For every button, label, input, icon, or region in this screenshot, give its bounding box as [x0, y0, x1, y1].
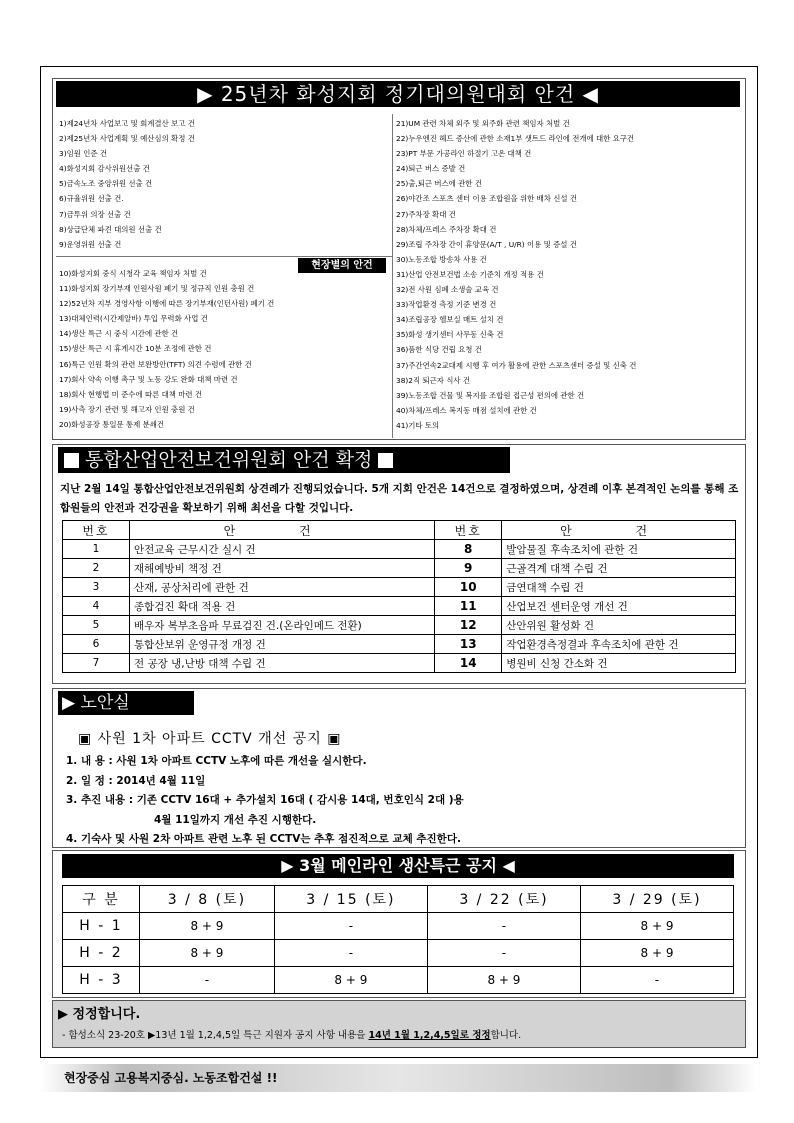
agenda-field-list — [56, 266, 392, 432]
row-item: 발암물질 후속조치에 관한 건 — [502, 540, 736, 559]
column-header: 구 분 — [63, 886, 140, 913]
agenda-item: 11)화성지회 장기부재 인원사원 폐기 및 정규직 인원 충원 건 — [59, 284, 255, 294]
cctv-notice-list — [66, 752, 464, 850]
row-number: 6 — [63, 635, 130, 654]
overtime-title: ▶ 3월 메인라인 생산특근 공지 ◀ — [62, 854, 734, 878]
agenda-item: 29)조립 주차장 간이 휴양문(A/T , U/R) 이용 및 증설 건 — [396, 239, 577, 249]
agenda-item: 36)품한 식당 건립 요청 건 — [396, 345, 482, 355]
agenda-item: 26)야간조 스포츠 센터 이용 조합원을 위한 배차 신설 건 — [396, 194, 578, 204]
agenda-item: 25)출,퇴근 버스에 관한 건 — [396, 179, 482, 189]
overtime-table — [62, 885, 734, 994]
row-item: 산재, 공상처리에 관한 건 — [130, 578, 435, 597]
row-number: 10 — [435, 578, 502, 597]
divider — [56, 256, 392, 257]
field-agenda-tag: 현장별의 안건 — [298, 258, 386, 273]
agenda-item: 14)생산 특근 시 중식 시간에 관한 건 — [59, 329, 179, 339]
agenda-item: 4)화성지회 감사위원선출 건 — [59, 164, 150, 174]
row-number: 2 — [63, 559, 130, 578]
agenda-item: 22)누우엔진 헤드 증산에 관한 소재1부 샛트드 라인에 전개에 대한 요구건 — [396, 134, 635, 144]
row-number: 3 — [63, 578, 130, 597]
column-header: 3 / 22 (토) — [427, 886, 580, 913]
row-number: 8 — [435, 540, 502, 559]
agenda-item: 10)화성지회 중식 시청각 교육 책임자 처벌 건 — [59, 269, 207, 278]
safety-title-bar — [58, 447, 510, 473]
col-item-header: 안 건 — [130, 521, 435, 540]
table-cell: - — [274, 940, 427, 967]
list-item: 3. 추진 내용 : 기존 CCTV 16대 + 추가설치 16대 ( 감시용 14대, 번호인식 2대 )용 — [66, 794, 464, 806]
table-cell: - — [274, 913, 427, 940]
column-header: 3 / 29 (토) — [580, 886, 733, 913]
column-header: 3 / 15 (토) — [274, 886, 427, 913]
table-header-row — [63, 886, 734, 913]
table-row — [63, 559, 736, 578]
row-number: 7 — [63, 654, 130, 673]
row-item: 배우자 복부초음파 무료검진 건.(온라인메드 전환) — [130, 616, 435, 635]
agenda-item: 7)금투위 의장 선출 건 — [59, 209, 131, 219]
row-number: 9 — [435, 559, 502, 578]
agenda-item: 38)2직 퇴근자 식사 건 — [396, 375, 471, 385]
agenda-item: 15)생산 특근 시 휴게시간 10분 조정에 관한 건 — [59, 344, 212, 354]
safety-table — [62, 520, 736, 673]
agenda-item: 20)화성공장 통일문 통제 분쇄건 — [59, 419, 165, 429]
footer-slogan: 현장중심 고용복지중심. 노동조합건설 !! — [40, 1064, 756, 1092]
row-item: 병원비 신청 간소화 건 — [502, 654, 736, 673]
agenda-item: 41)기타 토의 — [396, 420, 440, 430]
row-item: 전 공장 냉,난방 대책 수립 건 — [130, 654, 435, 673]
table-cell: - — [139, 967, 274, 994]
row-item: 근골격계 대책 수립 건 — [502, 559, 736, 578]
row-number: 13 — [435, 635, 502, 654]
agenda-item: 27)주차장 확대 건 — [396, 209, 456, 219]
agenda-item: 39)노동조합 건물 및 복지를 조합원 접근성 편의에 관한 건 — [396, 390, 585, 400]
table-cell: - — [427, 913, 580, 940]
row-number: 14 — [435, 654, 502, 673]
agenda-item: 34)조립공장 헬보실 매트 설치 건 — [396, 315, 504, 325]
cctv-notice-title: ▣ 사원 1차 아파트 CCTV 개선 공지 ▣ — [78, 731, 342, 747]
agenda-item: 23)PT 부문 가공라인 하절기 고온 대책 건 — [396, 149, 532, 159]
agenda-item: 32)전 사원 심폐 소생술 교육 건 — [396, 285, 499, 295]
agenda-item: 1)제24년차 사업보고 및 회계결산 보고 건 — [59, 119, 195, 128]
agenda-item: 5)금속노조 중앙위원 선출 건 — [59, 179, 153, 189]
correction-text-pre: - 함성소식 23-20호 ▶13년 1월 1,2,4,5일 특근 지원자 공지 사항 내용을 — [62, 1030, 369, 1041]
table-row — [63, 597, 736, 616]
col-num-header: 번호 — [435, 521, 502, 540]
table-cell: 8 + 9 — [580, 913, 733, 940]
table-row — [63, 967, 734, 994]
agenda-item: 31)산업 안전보건법 소송 기준치 개정 적용 건 — [396, 269, 544, 279]
row-number: 12 — [435, 616, 502, 635]
row-number: 4 — [63, 597, 130, 616]
row-item: 통합산보위 운영규정 개정 건 — [130, 635, 435, 654]
list-item: 4월 11일까지 개선 추진 시행한다. — [154, 813, 317, 826]
agenda-item: 35)화성 생기센터 사무동 신축 건 — [396, 330, 504, 340]
agenda-title: ▶ 25년차 화성지회 정기대의원대회 안건 ◀ — [56, 81, 740, 107]
agenda-item: 18)회사 현행법 미 준수에 따른 대책 마련 건 — [59, 389, 202, 399]
agenda-item: 13)대체인력(시간제알바) 투입 무력화 사업 건 — [59, 314, 208, 324]
box-icon — [64, 453, 79, 468]
row-item: 작업환경측정결과 후속조치에 관한 건 — [502, 635, 736, 654]
table-cell: 8 + 9 — [580, 940, 733, 967]
agenda-item: 40)차체/프레스 복지동 매점 설치에 관한 건 — [396, 405, 537, 415]
list-item: 1. 내 용 : 사원 1차 아파트 CCTV 노후에 따른 개선을 실시한다. — [66, 755, 367, 767]
correction-title: ▶ 정정합니다. — [58, 1007, 141, 1022]
table-row — [63, 654, 736, 673]
table-row — [63, 940, 734, 967]
row-number: 11 — [435, 597, 502, 616]
table-row — [63, 578, 736, 597]
correction-text-post: 합니다. — [490, 1030, 522, 1041]
row-number: 5 — [63, 616, 130, 635]
agenda-item: 30)노동조합 방송차 사용 건 — [396, 254, 487, 264]
correction-text-bold: 14년 1월 1,2,4,5일로 정정 — [368, 1030, 491, 1041]
row-number: 1 — [63, 540, 130, 559]
row-item: 재해예방비 책정 건 — [130, 559, 435, 578]
table-cell: - — [580, 967, 733, 994]
agenda-item: 33)작업환경 측정 기준 변경 건 — [396, 300, 497, 310]
line-label: H - 1 — [63, 913, 140, 940]
agenda-item: 2)제25년차 사업계획 및 예산심의 확정 건 — [59, 134, 195, 144]
agenda-item: 24)퇴근 버스 증발 건 — [396, 164, 466, 174]
row-item: 종합검진 확대 적용 건 — [130, 597, 435, 616]
agenda-item: 19)사측 장기 관련 및 해고자 인원 충원 건 — [59, 404, 195, 414]
agenda-right-list — [393, 116, 739, 433]
agenda-item: 3)임원 인준 건 — [59, 149, 107, 159]
agenda-item: 21)UM 관련 차체 외주 및 외주화 관련 책임자 처벌 건 — [396, 119, 570, 128]
row-item: 산안위원 활성화 건 — [502, 616, 736, 635]
correction-text — [62, 1027, 521, 1041]
row-item: 금연대책 수립 건 — [502, 578, 736, 597]
line-label: H - 2 — [63, 940, 140, 967]
agenda-item: 12)52년차 지부 경영사항 이행에 따른 장기부재(인턴사원) 폐기 건 — [59, 299, 275, 309]
table-row — [63, 913, 734, 940]
col-item-header: 안 건 — [502, 521, 736, 540]
list-item: 2. 일 정 : 2014년 4월 11일 — [66, 774, 206, 787]
row-item: 산업보건 센터운영 개선 건 — [502, 597, 736, 616]
table-row — [63, 635, 736, 654]
safety-intro: 지난 2월 14일 통합산업안전보건위원회 상견례가 진행되었습니다. 5개 지회 안건은 14건으로 결정하였으며, 상견례 이후 본격적인 논의를 통해 조합원들의 안전과 건강권을 확보하기 위해 최선을 다할 것입니다. — [60, 483, 739, 514]
labor-title: ▶ 노안실 — [58, 691, 194, 715]
table-cell: 8 + 9 — [274, 967, 427, 994]
box-icon — [378, 453, 393, 468]
table-header-row — [63, 521, 736, 540]
list-item: 4. 기숙사 및 사원 2차 아파트 관련 노후 된 CCTV는 추후 점진적으로 교체 추진한다. — [66, 833, 461, 845]
agenda-left-list — [56, 116, 392, 252]
table-cell: 8 + 9 — [139, 913, 274, 940]
table-cell: 8 + 9 — [139, 940, 274, 967]
agenda-item: 16)특근 인원 확의 관련 보완방안(TFT) 의견 수렴에 관한 건 — [59, 359, 252, 369]
agenda-item: 17)회사 약속 이행 촉구 및 노동 강도 완화 대책 마련 건 — [59, 374, 238, 384]
agenda-item: 9)운영위원 선출 건 — [59, 239, 122, 249]
agenda-item: 28)차체/프레스 주차장 확대 건 — [396, 224, 497, 234]
column-header: 3 / 8 (토) — [139, 886, 274, 913]
agenda-item: 8)상급단체 파견 대의원 선출 건 — [59, 224, 162, 234]
agenda-item: 6)규율위원 선출 건. — [59, 194, 124, 204]
table-cell: - — [427, 940, 580, 967]
table-cell: 8 + 9 — [427, 967, 580, 994]
agenda-item: 37)주간연속2교대제 시행 후 여가 활용에 관한 스포츠센터 증설 및 신축 건 — [396, 360, 637, 370]
table-row — [63, 616, 736, 635]
row-item: 안전교육 근무시간 실시 건 — [130, 540, 435, 559]
table-row — [63, 540, 736, 559]
line-label: H - 3 — [63, 967, 140, 994]
safety-title: 통합산업안전보건위원회 안건 확정 — [85, 449, 373, 471]
col-num-header: 번호 — [63, 521, 130, 540]
